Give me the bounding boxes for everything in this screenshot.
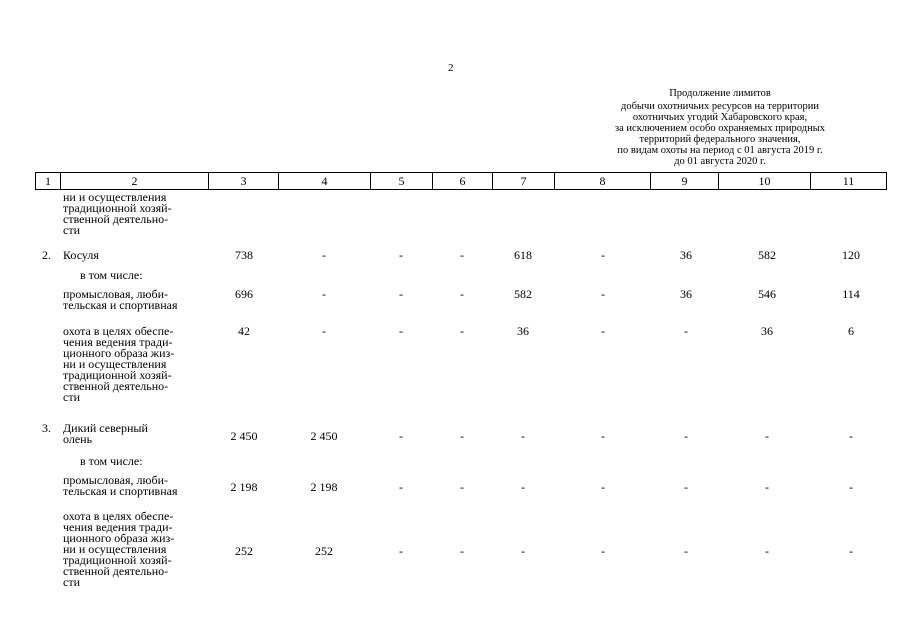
heading-line: за исключением особо охраняемых природных [614,123,826,134]
heading-line: по видам охоты на период с 01 августа 2019 г. [617,145,823,156]
value-cell: 582 [514,287,532,301]
column-number: 7 [493,173,555,190]
heading-line: территорий федерального значения, [639,134,801,145]
value-cell: 2 198 [310,480,338,494]
value-cell: - [765,429,769,443]
value-cell: - [849,429,853,443]
value-cell: - [399,480,403,494]
value-cell: 2 450 [230,429,258,443]
column-number: 2 [61,173,209,190]
value-cell: 696 [235,287,253,301]
value-cell: - [684,429,688,443]
value-cell: 120 [842,248,860,262]
value-cell: 2 198 [230,480,258,494]
value-cell: 546 [758,287,776,301]
value-cell: - [399,544,403,558]
value-cell: - [399,429,403,443]
value-cell: 36 [680,287,692,301]
value-cell: 582 [758,248,776,262]
value-cell: - [399,287,403,301]
value-cell: - [322,287,326,301]
value-cell: - [601,429,605,443]
value-cell: - [684,480,688,494]
value-cell: 114 [842,287,860,301]
value-cell: 618 [514,248,532,262]
value-cell: - [521,544,525,558]
heading-line: охотничьих угодий Хабаровского края, [632,112,808,123]
subheading: в том числе: [80,268,143,282]
row-label: охота в целях обеспе- чения ведения тради- ционного образа жиз- ни и осуществления традиционной хозяй- ственной деятельно- сти [63,509,175,589]
row-label: охота в целях обеспе- чения ведения тради- ционного образа жиз- ни и осуществления традиционной хозяй- ственной деятельно- сти [63,324,175,404]
value-cell: - [601,324,605,338]
row-label: Дикий северный олень [63,421,148,446]
heading-line: добычи охотничьих ресурсов на территории [620,101,819,112]
row-number: 2. [42,248,51,262]
column-number: 8 [555,173,651,190]
column-number: 6 [433,173,493,190]
value-cell: - [460,287,464,301]
value-cell: 252 [235,544,253,558]
column-number: 1 [36,173,61,190]
value-cell: 6 [848,324,854,338]
column-number: 9 [651,173,719,190]
value-cell: 42 [238,324,250,338]
value-cell: - [601,480,605,494]
column-number: 5 [371,173,433,190]
heading-line: Продолжение лимитов [669,88,771,99]
value-cell: - [601,287,605,301]
value-cell: - [601,248,605,262]
row-label: Косуля [63,248,99,262]
heading-line: до 01 августа 2020 г. [674,156,766,167]
value-cell: - [601,544,605,558]
row-label: ни и осуществления традиционной хозяй- ственной деятельно- сти [63,190,172,237]
value-cell: 36 [680,248,692,262]
value-cell: - [460,544,464,558]
value-cell: - [399,248,403,262]
column-number: 10 [719,173,811,190]
row-number: 3. [42,421,51,435]
value-cell: - [460,480,464,494]
value-cell: - [521,429,525,443]
value-cell: - [684,544,688,558]
value-cell: 2 450 [310,429,338,443]
value-cell: - [399,324,403,338]
value-cell: - [765,544,769,558]
column-number: 3 [209,173,279,190]
row-label: промысловая, люби- тельская и спортивная [63,473,178,498]
value-cell: - [322,248,326,262]
value-cell: - [460,429,464,443]
value-cell: 738 [235,248,253,262]
value-cell: - [322,324,326,338]
value-cell: - [849,544,853,558]
value-cell: - [849,480,853,494]
value-cell: 36 [761,324,773,338]
subheading: в том числе: [80,454,143,468]
value-cell: 252 [315,544,333,558]
row-label: промысловая, люби- тельская и спортивная [63,287,178,312]
value-cell: - [765,480,769,494]
page-number: 2 [448,62,454,74]
column-number: 11 [811,173,887,190]
value-cell: - [460,324,464,338]
value-cell: - [521,480,525,494]
value-cell: - [684,324,688,338]
value-cell: 36 [517,324,529,338]
column-number: 4 [279,173,371,190]
value-cell: - [460,248,464,262]
